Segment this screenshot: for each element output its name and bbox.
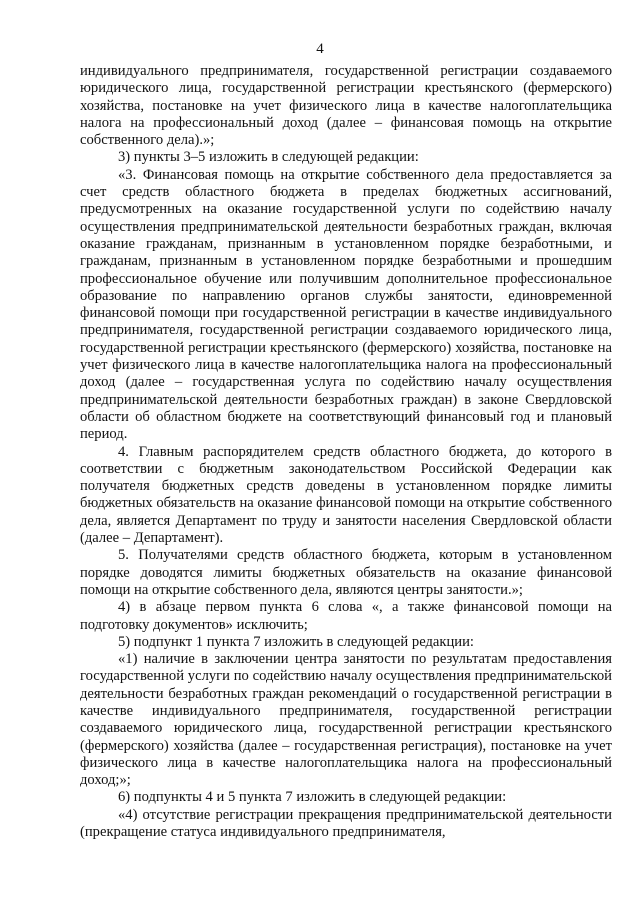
paragraph-6: 4) в абзаце первом пункта 6 слова «, а также финансовой помощи на подготовку документов» исключить; [80, 599, 612, 633]
paragraph-5: 5. Получателями средств областного бюджета, которым в установленном порядке доводятся лимиты бюджетных обязательств на оказание финансовой помощи на открытие собственного дела, являются центры занятости.»; [80, 547, 612, 598]
paragraph-9: 6) подпункты 4 и 5 пункта 7 изложить в следующей редакции: [118, 789, 507, 806]
paragraph-3: «3. Финансовая помощь на открытие собственного дела предоставляется за счет средств областного бюджета в пределах бюджетных ассигнований, предусмотренных на оказание государственной услуги по содействию началу осуществления предпринимательской деятельности безработных граждан, включая оказание гражданам, признанным в установленном порядке безработными, и гражданам, признанным в установленном порядке безработными и прошедшим профессиональное обучение или получившим дополнительное профессиональное образование по направлению органов службы занятости, единовременной финансовой помощи при государственной регистрации в качестве индивидуального предпринимателя, государственной регистрации создаваемого юридического лица, государственной регистрации крестьянского (фермерского) хозяйства, постановке на учет физического лица в качестве налогоплательщика налога на профессиональный доход (далее – государственная услуга по содействию началу осуществления предпринимательской деятельности безработных граждан) в законе Свердловской области об областном бюджете на соответствующий финансовый год и плановый период. [80, 166, 612, 443]
paragraph-2: 3) пункты 3–5 изложить в следующей редакции: [118, 149, 419, 166]
paragraph-8: «1) наличие в заключении центра занятости по результатам предоставления государственной услуги по содействию началу осуществления предпринимательской деятельности безработных граждан рекомендаций о государственной регистрации в качестве индивидуального предпринимателя, государственной регистрации создаваемого юридического лица, государственной регистрации крестьянского (фермерского) хозяйства (далее – государственная регистрация), постановке на учет физического лица в качестве налогоплательщика налога на профессиональный доход;»; [80, 651, 612, 789]
paragraph-7: 5) подпункт 1 пункта 7 изложить в следующей редакции: [118, 633, 474, 650]
paragraph-4: 4. Главным распорядителем средств областного бюджета, до которого в соответствии с бюджетным законодательством Российской Федерации как получателя бюджетных средств доведены в установленном порядке лимиты бюджетных обязательств на оказание финансовой помощи на открытие собственного дела, является Департамент по труду и занятости населения Свердловской области (далее – Департамент). [80, 443, 612, 547]
page-number: 4 [316, 41, 324, 57]
document-body [80, 63, 612, 841]
paragraph-1: индивидуального предпринимателя, государственной регистрации создаваемого юридического лица, государственной регистрации крестьянского (фермерского) хозяйства, постановке на учет физического лица в качестве налогоплательщика налога на профессиональный доход (далее – финансовая помощь на открытие собственного дела).»; [80, 63, 612, 149]
paragraph-10: «4) отсутствие регистрации прекращения предпринимательской деятельности (прекращение статуса индивидуального предпринимателя, [80, 806, 612, 841]
